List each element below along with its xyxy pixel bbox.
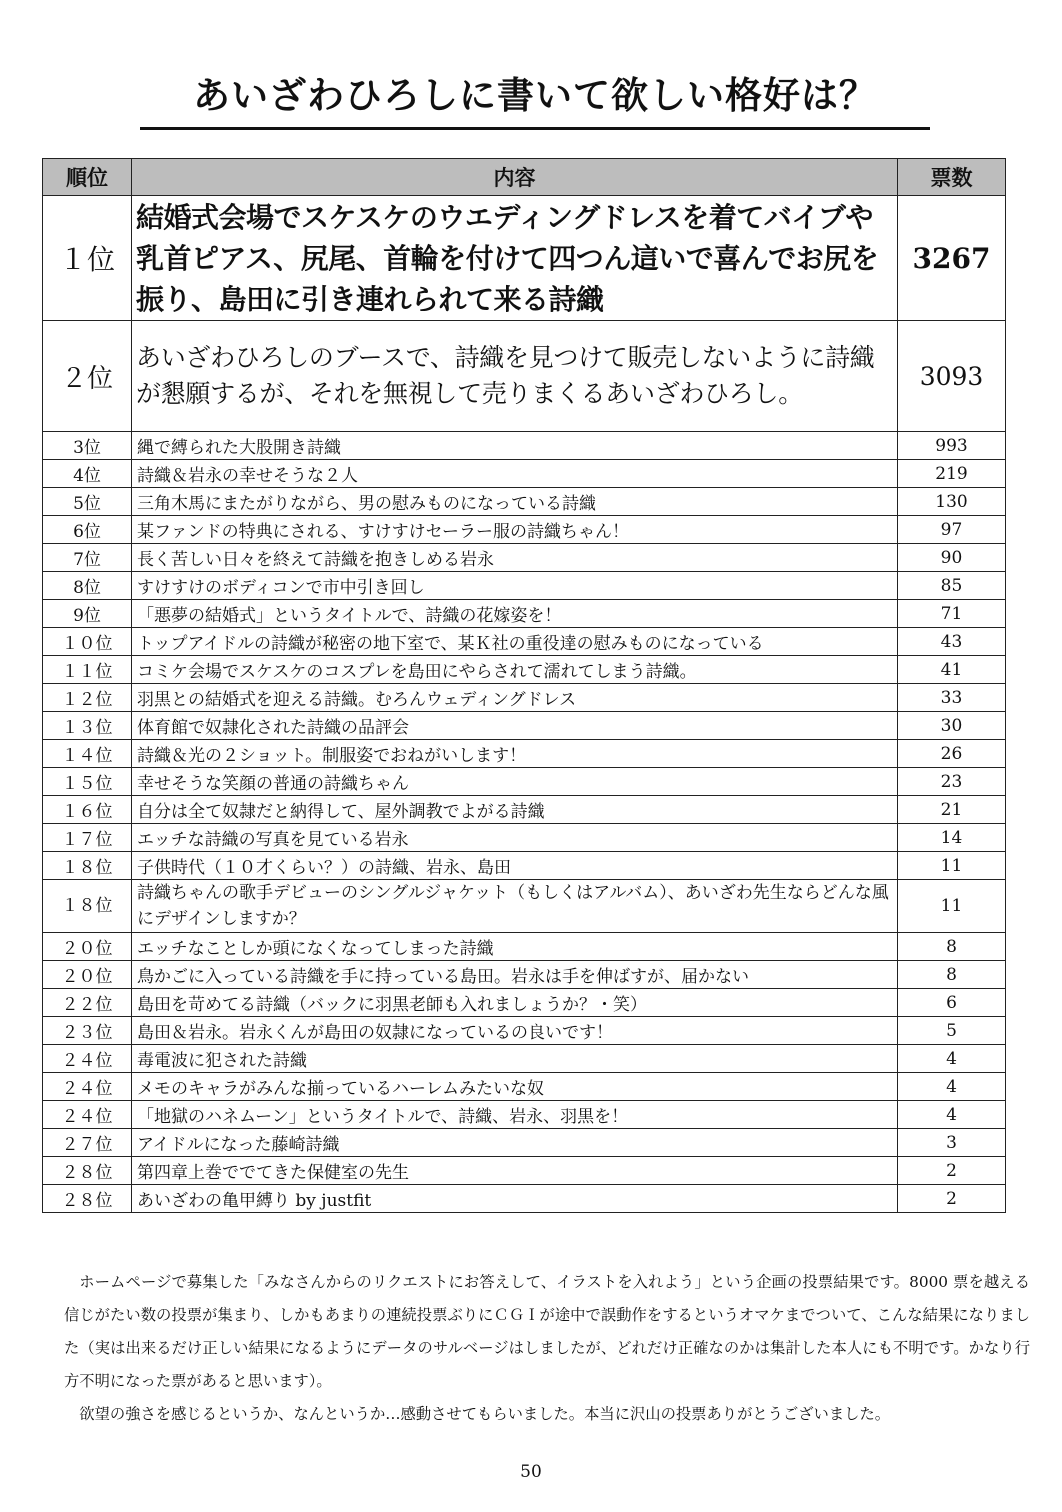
row-votes: 3267 bbox=[898, 196, 1006, 321]
table-row bbox=[43, 516, 1006, 544]
row-rank: 3位 bbox=[43, 432, 132, 460]
row-content: 長く苦しい日々を終えて詩織を抱きしめる岩永 bbox=[132, 544, 898, 572]
row-content: 「地獄のハネムーン」というタイトルで、詩織、岩永、羽黒を！ bbox=[132, 1101, 898, 1129]
table-row bbox=[43, 600, 1006, 628]
row-votes: 4 bbox=[898, 1101, 1006, 1129]
row-rank: １５位 bbox=[43, 768, 132, 796]
row-votes: 6 bbox=[898, 989, 1006, 1017]
row-votes: 14 bbox=[898, 824, 1006, 852]
table-row bbox=[43, 712, 1006, 740]
table-row bbox=[43, 1185, 1006, 1213]
row-rank: ２０位 bbox=[43, 961, 132, 989]
title-underline bbox=[140, 127, 930, 130]
table-row bbox=[43, 1017, 1006, 1045]
row-votes: 21 bbox=[898, 796, 1006, 824]
row-content: あいざわひろしのブースで、詩織を見つけて販売しないように詩織が懇願するが、それを無視して売りまくるあいざわひろし。 bbox=[132, 321, 898, 432]
row-votes: 2 bbox=[898, 1185, 1006, 1213]
ranking-table bbox=[42, 158, 1006, 1213]
row-votes: 30 bbox=[898, 712, 1006, 740]
row-votes: 8 bbox=[898, 933, 1006, 961]
table-row bbox=[43, 1157, 1006, 1185]
row-content: 詩織＆岩永の幸せそうな２人 bbox=[132, 460, 898, 488]
row-rank: 6位 bbox=[43, 516, 132, 544]
row-content: すけすけのボディコンで市中引き回し bbox=[132, 572, 898, 600]
table-row bbox=[43, 1045, 1006, 1073]
row-rank: ２８位 bbox=[43, 1185, 132, 1213]
table-row bbox=[43, 572, 1006, 600]
header-content: 内容 bbox=[132, 159, 898, 196]
row-votes: 43 bbox=[898, 628, 1006, 656]
row-votes: 33 bbox=[898, 684, 1006, 712]
row-rank: １２位 bbox=[43, 684, 132, 712]
row-content: 結婚式会場でスケスケのウエディングドレスを着てバイブや乳首ピアス、尻尾、首輪を付けて四つん這いで喜んでお尻を振り、島田に引き連れられて来る詩織 bbox=[132, 196, 898, 321]
row-content: 「悪夢の結婚式」というタイトルで、詩織の花嫁姿を！ bbox=[132, 600, 898, 628]
row-rank: ２４位 bbox=[43, 1073, 132, 1101]
row-rank: １４位 bbox=[43, 740, 132, 768]
row-content: 三角木馬にまたがりながら、男の慰みものになっている詩織 bbox=[132, 488, 898, 516]
row-votes: 90 bbox=[898, 544, 1006, 572]
row-rank: 9位 bbox=[43, 600, 132, 628]
row-content: 毒電波に犯された詩織 bbox=[132, 1045, 898, 1073]
page-title: あいざわひろしに書いて欲しい格好は？ bbox=[193, 74, 877, 117]
row-rank: ２４位 bbox=[43, 1045, 132, 1073]
table-row bbox=[43, 961, 1006, 989]
row-rank: ２７位 bbox=[43, 1129, 132, 1157]
table-header-row bbox=[43, 159, 1006, 196]
row-votes: 5 bbox=[898, 1017, 1006, 1045]
row-content: 縄で縛られた大股開き詩織 bbox=[132, 432, 898, 460]
row-content: 第四章上巻ででてきた保健室の先生 bbox=[132, 1157, 898, 1185]
row-rank: ２０位 bbox=[43, 933, 132, 961]
page-number: 50 bbox=[520, 1462, 542, 1482]
row-votes: 4 bbox=[898, 1045, 1006, 1073]
header-votes: 票数 bbox=[898, 159, 1006, 196]
row-votes: 3093 bbox=[898, 321, 1006, 432]
row-rank: ２８位 bbox=[43, 1157, 132, 1185]
table-row bbox=[43, 656, 1006, 684]
row-votes: 2 bbox=[898, 1157, 1006, 1185]
row-content: コミケ会場でスケスケのコスプレを島田にやらされて濡れてしまう詩織。 bbox=[132, 656, 898, 684]
row-rank: 8位 bbox=[43, 572, 132, 600]
row-content: 自分は全て奴隷だと納得して、屋外調教でよがる詩織 bbox=[132, 796, 898, 824]
row-content: 詩織ちゃんの歌手デビューのシングルジャケット（もしくはアルバム）、あいざわ先生ならどんな風にデザインしますか？ bbox=[132, 880, 898, 933]
table-row bbox=[43, 933, 1006, 961]
row-votes: 41 bbox=[898, 656, 1006, 684]
row-rank: ２２位 bbox=[43, 989, 132, 1017]
row-votes: 3 bbox=[898, 1129, 1006, 1157]
row-content: 子供時代（１０才くらい？）の詩織、岩永、島田 bbox=[132, 852, 898, 880]
table-row bbox=[43, 740, 1006, 768]
row-content: 島田＆岩永。岩永くんが島田の奴隷になっているの良いです！ bbox=[132, 1017, 898, 1045]
row-rank: 7位 bbox=[43, 544, 132, 572]
row-rank: ２４位 bbox=[43, 1101, 132, 1129]
row-rank: １３位 bbox=[43, 712, 132, 740]
table-row bbox=[43, 1073, 1006, 1101]
row-rank: １８位 bbox=[43, 852, 132, 880]
row-rank: 5位 bbox=[43, 488, 132, 516]
row-content: 羽黒との結婚式を迎える詩織。むろんウェディングドレス bbox=[132, 684, 898, 712]
row-votes: 11 bbox=[898, 880, 1006, 933]
table-row bbox=[43, 1101, 1006, 1129]
row-votes: 130 bbox=[898, 488, 1006, 516]
table-row bbox=[43, 321, 1006, 432]
table-row bbox=[43, 796, 1006, 824]
table-row bbox=[43, 432, 1006, 460]
header-rank: 順位 bbox=[43, 159, 132, 196]
row-rank: 4位 bbox=[43, 460, 132, 488]
row-content: 体育館で奴隷化された詩織の品評会 bbox=[132, 712, 898, 740]
row-votes: 71 bbox=[898, 600, 1006, 628]
row-content: 鳥かごに入っている詩織を手に持っている島田。岩永は手を伸ばすが、届かない bbox=[132, 961, 898, 989]
table-row bbox=[43, 684, 1006, 712]
row-content: アイドルになった藤崎詩織 bbox=[132, 1129, 898, 1157]
table-row bbox=[43, 628, 1006, 656]
table-row bbox=[43, 768, 1006, 796]
table-row bbox=[43, 989, 1006, 1017]
row-content: 幸せそうな笑顔の普通の詩織ちゃん bbox=[132, 768, 898, 796]
row-votes: 8 bbox=[898, 961, 1006, 989]
table-row bbox=[43, 488, 1006, 516]
row-rank: １０位 bbox=[43, 628, 132, 656]
row-rank: １位 bbox=[43, 196, 132, 321]
row-content: エッチな詩織の写真を見ている岩永 bbox=[132, 824, 898, 852]
row-content: メモのキャラがみんな揃っているハーレムみたいな奴 bbox=[132, 1073, 898, 1101]
commentary-paragraph: 欲望の強さを感じるというか、なんというか…感動させてもらいました。本当に沢山の投票ありがとうございました。 bbox=[79, 1405, 891, 1423]
row-content: エッチなことしか頭になくなってしまった詩織 bbox=[132, 933, 898, 961]
table-row bbox=[43, 544, 1006, 572]
table-row bbox=[43, 824, 1006, 852]
row-votes: 85 bbox=[898, 572, 1006, 600]
row-rank: ２３位 bbox=[43, 1017, 132, 1045]
row-content: 某ファンドの特典にされる、すけすけセーラー服の詩織ちゃん！ bbox=[132, 516, 898, 544]
row-rank: １８位 bbox=[43, 880, 132, 933]
row-votes: 4 bbox=[898, 1073, 1006, 1101]
table-row bbox=[43, 880, 1006, 933]
row-votes: 993 bbox=[898, 432, 1006, 460]
row-content: 詩織＆光の２ショット。制服姿でおねがいします！ bbox=[132, 740, 898, 768]
table-row bbox=[43, 852, 1006, 880]
row-content: あいざわの亀甲縛り by justfit bbox=[132, 1185, 898, 1213]
row-votes: 26 bbox=[898, 740, 1006, 768]
row-rank: １７位 bbox=[43, 824, 132, 852]
table-row bbox=[43, 1129, 1006, 1157]
row-content: トップアイドルの詩織が秘密の地下室で、某Ｋ社の重役達の慰みものになっている bbox=[132, 628, 898, 656]
row-votes: 11 bbox=[898, 852, 1006, 880]
row-rank: ２位 bbox=[43, 321, 132, 432]
table-row bbox=[43, 196, 1006, 321]
commentary bbox=[64, 1266, 1030, 1431]
row-votes: 23 bbox=[898, 768, 1006, 796]
table-row bbox=[43, 460, 1006, 488]
commentary-paragraph: ホームページで募集した「みなさんからのリクエストにお答えして、イラストを入れよう」という企画の投票結果です。8000 票を越える信じがたい数の投票が集まり、しかもあまりの連続投票ぶりにＣＧＩが途中で誤動作をするというオマケまでついて、こんな結果になりました（実は出来るだけ正しい結果になるようにデータのサルベージはしましたが、どれだけ正確なのかは集計した本人にも不明です。かなり行方不明になった票があると思います）。 bbox=[64, 1273, 1030, 1390]
row-votes: 219 bbox=[898, 460, 1006, 488]
row-votes: 97 bbox=[898, 516, 1006, 544]
row-rank: １６位 bbox=[43, 796, 132, 824]
row-content: 島田を苛めてる詩織（バックに羽黒老師も入れましょうか？・笑） bbox=[132, 989, 898, 1017]
row-rank: １１位 bbox=[43, 656, 132, 684]
